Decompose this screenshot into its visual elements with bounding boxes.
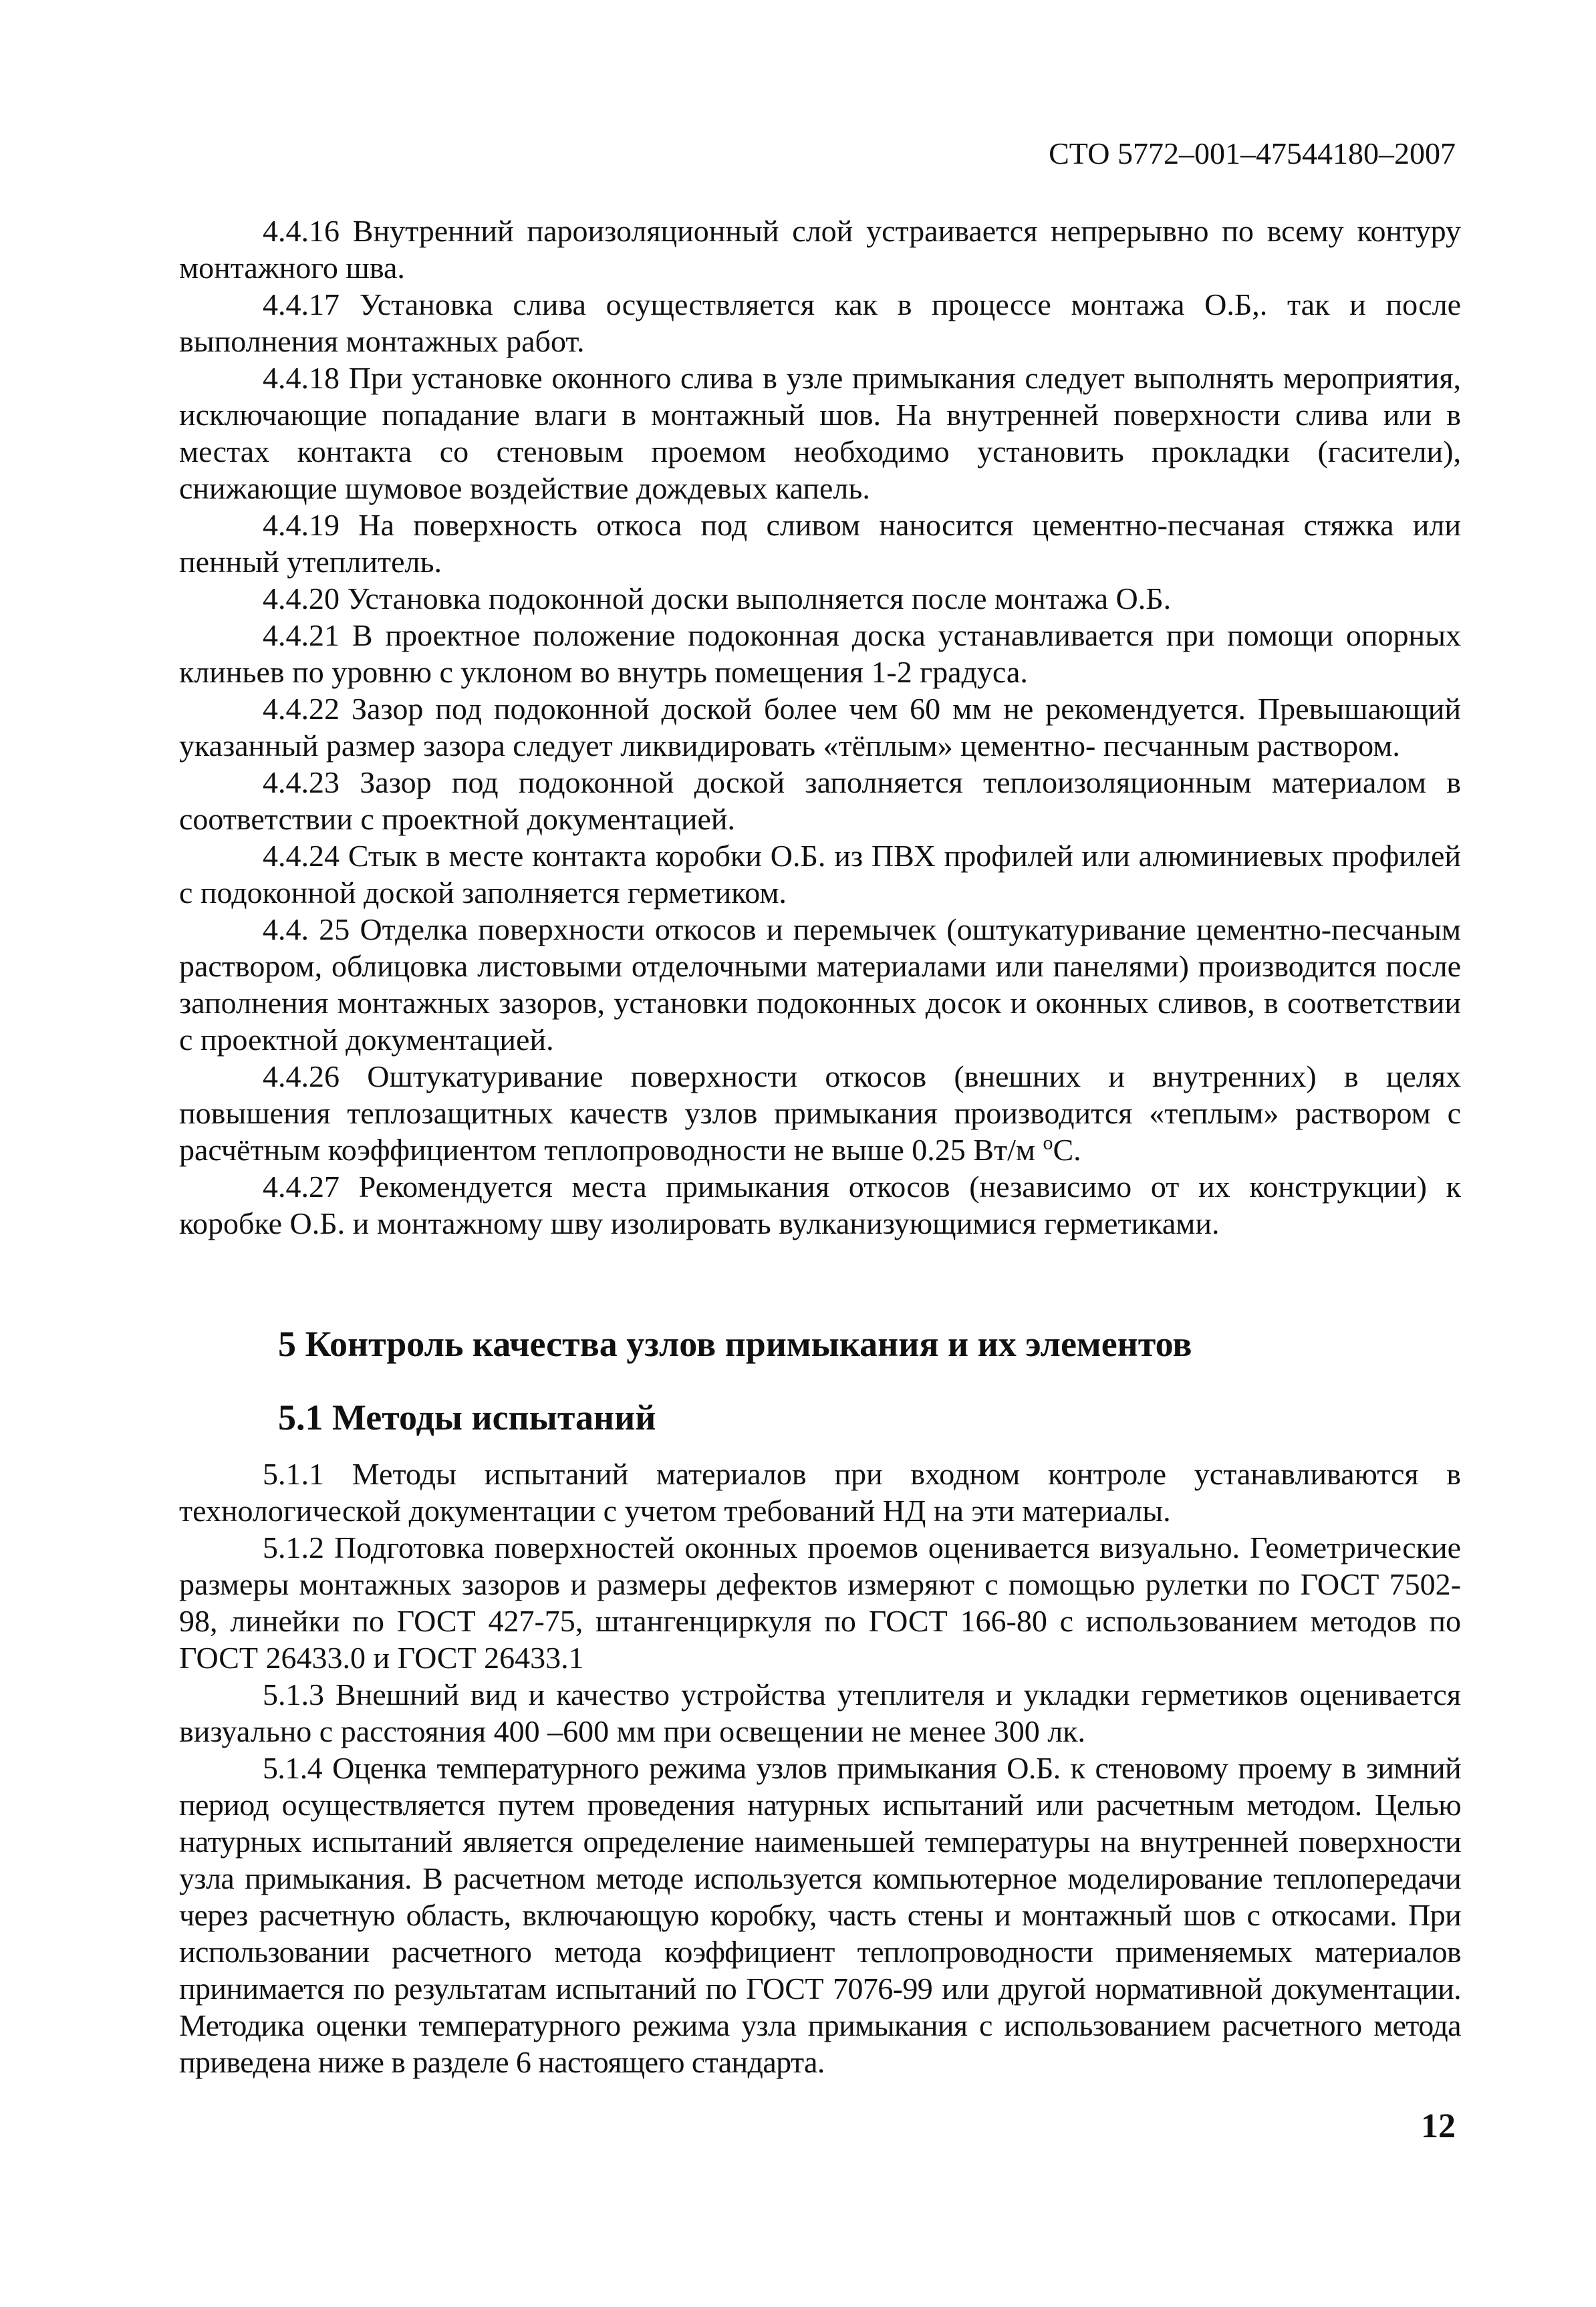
paragraph-4-4-26 <box>179 1058 1461 1168</box>
document-code: СТО 5772–001–47544180–2007 <box>1049 136 1456 170</box>
document-body <box>179 213 1461 2080</box>
paragraph-4-4-21: 4.4.21 В проектное положение подоконная доска устанавливается при помощи опорных клиньев по уровню с уклоном во внутрь помещения 1-2 градуса. <box>179 618 1461 689</box>
paragraph-4-4-20: 4.4.20 Установка подоконной доски выполняется после монтажа О.Б. <box>263 581 1172 616</box>
paragraph-4-4-26-text: 4.4.26 Оштукатуривание поверхности откосов (внешних и внутренних) в целях повышения теплозащитных качеств узлов примыкания производится «теплым» раствором с расчётным коэффициентом теплопроводности не выше 0.25 Вт/м <box>179 1059 1461 1167</box>
paragraph-4-4-16: 4.4.16 Внутренний пароизоляционный слой устраивается непрерывно по всему контуру монтажного шва. <box>179 214 1461 285</box>
paragraph-5-1-1: 5.1.1 Методы испытаний материалов при входном контроле устанавливаются в технологической документации с учетом требований НД на эти материалы. <box>179 1457 1461 1528</box>
page-number: 12 <box>1421 2107 1456 2145</box>
section-5-heading: 5 Контроль качества узлов примыкания и их элементов <box>278 1324 1192 1364</box>
paragraph-5-1-3: 5.1.3 Внешний вид и качество устройства утеплителя и укладки герметиков оценивается визуально с расстояния 400 –600 мм при освещении не менее 300 лк. <box>179 1677 1461 1748</box>
subsection-5-1-heading: 5.1 Методы испытаний <box>278 1397 656 1438</box>
paragraph-4-4-27: 4.4.27 Рекомендуется места примыкания откосов (независимо от их конструкции) к коробке О.Б. и монтажному шву изолировать вулканизующимися герметиками. <box>179 1170 1461 1240</box>
paragraph-4-4-18: 4.4.18 При установке оконного слива в узле примыкания следует выполнять мероприятия, исключающие попадание влаги в монтажный шов. На внутренней поверхности слива или в местах контакта со стеновым проемом необходимо установить прокладки (гасители), снижающие шумовое воздействие дождевых капель. <box>179 361 1461 505</box>
paragraph-4-4-26-unit: С. <box>1053 1133 1081 1167</box>
paragraph-4-4-25: 4.4. 25 Отделка поверхности откосов и перемычек (оштукатуривание цементно-песчаным раствором, облицовка листовыми отделочными материалами или панелями) производится после заполнения монтажных зазоров, установки подоконных досок и оконных сливов, в соответствии с проектной документацией. <box>179 912 1461 1057</box>
paragraph-4-4-22: 4.4.22 Зазор под подоконной доской более чем 60 мм не рекомендуется. Превышающий указанный размер зазора следует ликвидировать «тёплым» цементно- песчанным раствором. <box>179 692 1461 763</box>
paragraph-4-4-24: 4.4.24 Стык в месте контакта коробки О.Б. из ПВХ профилей или алюминиевых профилей с подоконной доской заполняется герметиком. <box>179 839 1461 910</box>
paragraph-4-4-19: 4.4.19 На поверхность откоса под сливом наносится цементно-песчаная стяжка или пенный утеплитель. <box>179 508 1461 579</box>
paragraph-5-1-2: 5.1.2 Подготовка поверхностей оконных проемов оценивается визуально. Геометрические размеры монтажных зазоров и размеры дефектов измеряют с помощью рулетки по ГОСТ 7502-98, линейки по ГОСТ 427-75, штангенциркуля по ГОСТ 166-80 с использованием методов по ГОСТ 26433.0 и ГОСТ 26433.1 <box>179 1530 1461 1675</box>
paragraph-4-4-17: 4.4.17 Установка слива осуществляется как в процессе монтажа О.Б,. так и после выполнения монтажных работ. <box>179 287 1461 358</box>
paragraph-4-4-23: 4.4.23 Зазор под подоконной доской заполняется теплоизоляционным материалом в соответствии с проектной документацией. <box>179 765 1461 836</box>
paragraph-5-1-4: 5.1.4 Оценка температурного режима узлов примыкания О.Б. к стеновому проему в зимний период осуществляется путем проведения натурных испытаний или расчетным методом. Целью натурных испытаний является определение наименьшей температуры на внутренней поверхности узла примыкания. В расчетном методе используется компьютерное моделирование теплопередачи через расчетную область, включающую коробку, часть стены и монтажный шов с откосами. При использовании расчетного метода коэффициент теплопроводности применяемых материалов принимается по результатам испытаний по ГОСТ 7076-99 или другой нормативной документации. Методика оценки температурного режима узла примыкания с использованием расчетного метода приведена ниже в разделе 6 настоящего стандарта. <box>179 1751 1461 2079</box>
degree-sign: o <box>1043 1131 1053 1154</box>
